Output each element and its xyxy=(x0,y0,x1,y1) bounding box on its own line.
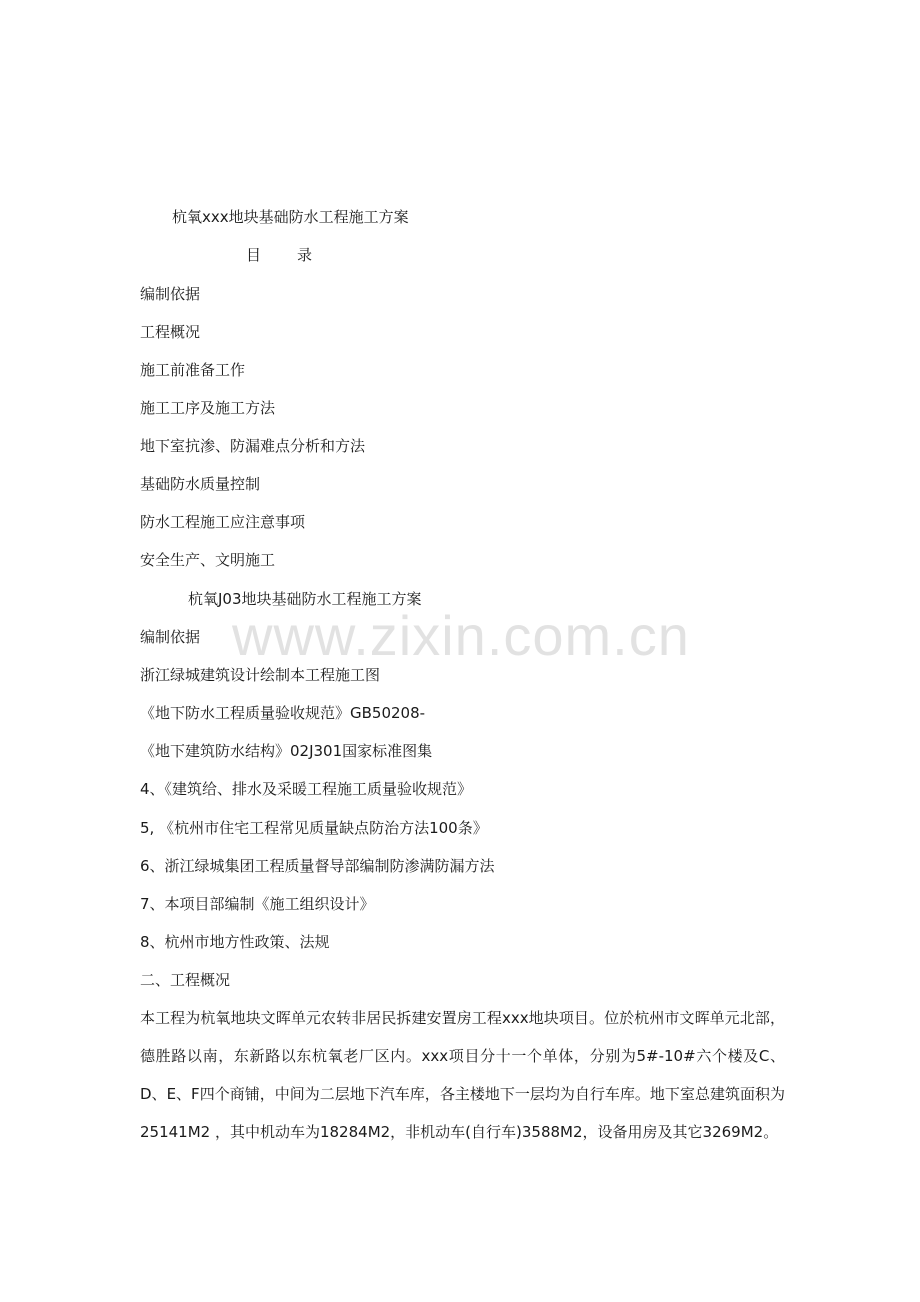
basis-item: 5, 《杭州市住宅工程常见质量缺点防治方法100条》 xyxy=(140,819,488,837)
toc-item: 防水工程施工应注意事项 xyxy=(140,513,306,531)
basis-item: 8、杭州市地方性政策、法规 xyxy=(140,933,330,951)
basis-item: 浙江绿城建筑设计绘制本工程施工图 xyxy=(140,666,381,684)
basis-item: 6、浙江绿城集团工程质量督导部编制防渗满防漏方法 xyxy=(140,857,495,875)
toc-item: 施工前准备工作 xyxy=(140,361,246,379)
basis-item: 《地下防水工程质量验收规范》GB50208- xyxy=(140,704,426,722)
toc-heading xyxy=(246,245,312,265)
toc-heading-right: 录 xyxy=(297,246,313,264)
basis-item: 7、本项目部编制《施工组织设计》 xyxy=(140,895,375,913)
overview-paragraph: 本工程为杭氧地块文晖单元农转非居民拆建安置房工程xxx地块项目。位於杭州市文晖单元北部，德胜路以南，东新路以东杭氧老厂区内。xxx项目分十一个单体，分别为5#-10#六个楼及C、D、E、F四个商铺，中间为二层地下汽车库，各主楼地下一层均为自行车库。地下室总建筑面积为25141M2 ，其中机动车为18284M2，非机动车(自行车)3588M2，设备用房及其它3269M2。 xyxy=(140,1009,785,1141)
toc-item: 地下室抗渗、防漏难点分析和方法 xyxy=(140,437,366,455)
section-heading-overview: 二、工程概况 xyxy=(140,971,231,989)
watermark: www.zixin.com.cn xyxy=(232,604,690,667)
toc-item: 工程概况 xyxy=(140,323,201,341)
toc-item: 编制依据 xyxy=(140,285,201,303)
section-heading-basis: 编制依据 xyxy=(140,628,201,646)
toc-heading-left: 目 xyxy=(246,246,262,264)
toc-item: 安全生产、文明施工 xyxy=(140,551,276,569)
basis-item: 4、《建筑给、排水及采暖工程施工质量验收规范》 xyxy=(140,780,473,798)
toc-item: 基础防水质量控制 xyxy=(140,475,261,493)
basis-item: 《地下建筑防水结构》02J301国家标准图集 xyxy=(140,742,433,760)
document-title-2: 杭氧J03地块基础防水工程施工方案 xyxy=(188,590,422,608)
document-title: 杭氧xxx地块基础防水工程施工方案 xyxy=(172,208,409,226)
toc-item: 施工工序及施工方法 xyxy=(140,399,276,417)
